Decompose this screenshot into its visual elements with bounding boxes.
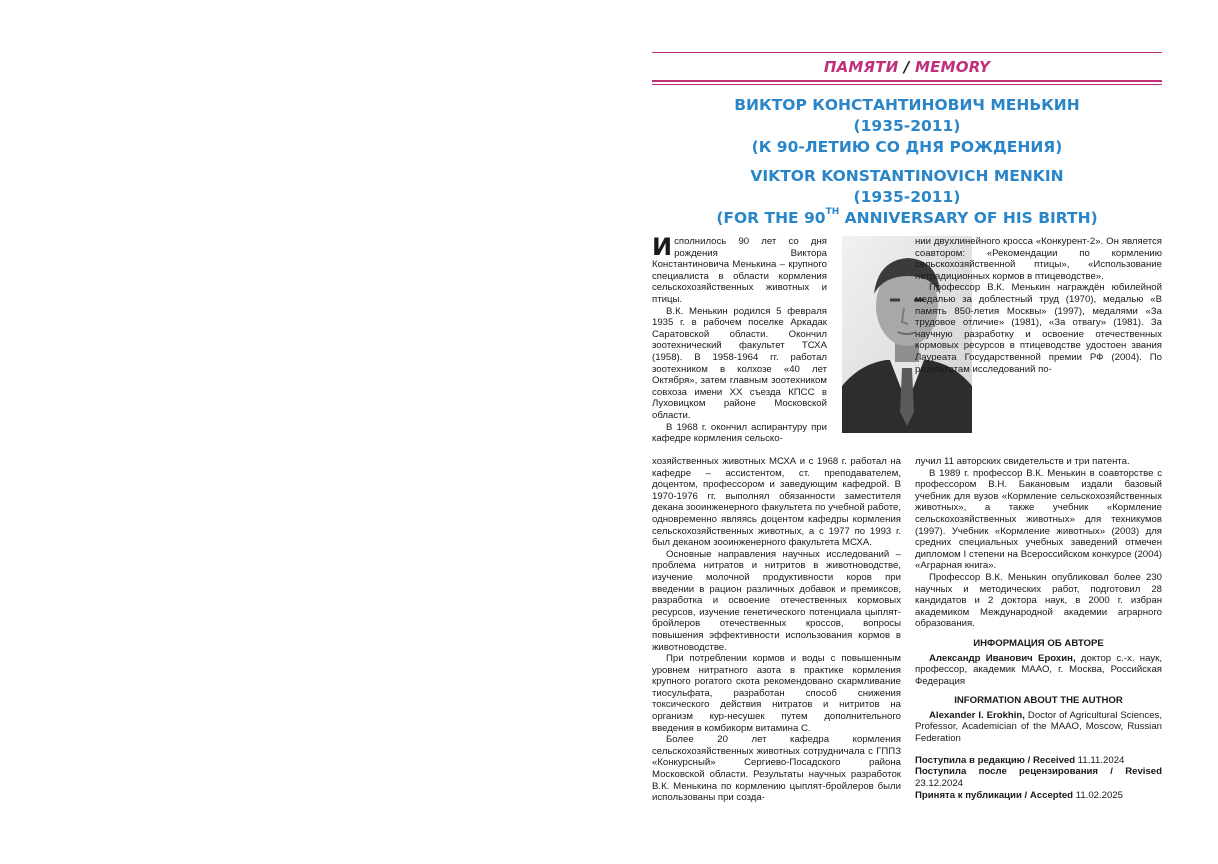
paragraph: В 1989 г. профессор В.К. Менькин в соавторстве с профессором В.Н. Бакановым издали базовый учебник для вузов «Кормление сельскохозяйственных животных», а также учебник «Кормление сельскохозяйственных животных» для техникумов (1997). Учебник «Кормление животных» (2003) для средних специальных учебных заведений отмечен дипломом I степени на Всероссийском конкурсе (2004) «Аграрная книга». xyxy=(915,467,1162,572)
section-rule xyxy=(652,80,1162,82)
section-en: MEMORY xyxy=(915,58,991,76)
paragraph: хозяйственных животных МСХА и с 1968 г. работал на кафедре – ассистентом, ст. преподавателем, доцентом, профессором и заведующим кафедрой. В 1970-1976 гг. выполнял обязанности заместителя декана зооинженерного факультета по учебной работе, одновременно являясь доцентом кафедры кормления сельскохозяйственных животных, а с 1977 по 1993 г. был деканом зооинженерного факультета МСХА. xyxy=(652,456,901,549)
paragraph-text: сполнилось 90 лет со дня рождения Виктора Константиновича Менькина – крупного специалиста в области кормления сельскохозяйственных животных и птицы. xyxy=(652,236,827,305)
author-details-en: Doctor of Agricultural Sciences, Professor, Academician of the MAAO, Moscow, Russian Federation xyxy=(915,709,1162,745)
paragraph: нии двухлинейного кросса «Конкурент-2». Он является соавтором: «Рекомендации по кормлению сельскохозяйственной птицы», «Использование нетрадиционных кормов в птицеводстве». xyxy=(915,236,1162,282)
article-page xyxy=(652,52,1162,804)
publication-dates xyxy=(915,755,1162,802)
section-separator: / xyxy=(903,58,910,76)
title-en-text: (FOR THE 90 xyxy=(716,209,826,227)
author-details-ru: доктор с.-х. наук, профессор, академик МААО, г. Москва, Российская Федерация xyxy=(915,652,1162,687)
author-info-heading-ru: ИНФОРМАЦИЯ ОБ АВТОРЕ xyxy=(973,637,1104,649)
date-label: Поступила после рецензирования / Revised xyxy=(915,766,1162,778)
paragraph: При потреблении кормов и воды с повышенным уровнем нитратного азота в практике кормления крупного рогатого скота рекомендовано скармливание тиосульфата, разработан способ снижения токсического действия нитратов и нитритов на организм кур-несушек путем дополнительного введения в комбикорм витамина С. xyxy=(652,653,901,734)
section-rule-thin xyxy=(652,84,1162,85)
title-en-superscript: TH xyxy=(825,207,840,217)
title-en-line: VIKTOR KONSTANTINOVICH MENKIN xyxy=(750,167,1064,185)
paragraph: Основные направления научных исследований – проблема нитратов и нитритов в животноводстве, изучение молочной продуктивности коров при введении в рацион различных добавок и премиксов, разработка и освоение отечественных кормовых ресурсов, изучение генетического потенциала цыплят-бройлеров отечественных кроссов, вопросы повышения эффективности использования кормов в животноводстве. xyxy=(652,548,901,653)
paragraph: Профессор В.К. Менькин награждён юбилейной медалью за доблестный труд (1970), медалью «В память 850-летия Москвы» (1997), медалями «За трудовое отличие» (1981), «За отвагу» (1981). За научную разработку и освоение отечественных кормовых ресурсов в птицеводстве удостоен звания Лауреата Государственной премии РФ (2004). По результатам исследований по- xyxy=(915,282,1162,375)
title-en-line: (1935-2011) xyxy=(853,188,961,206)
right-column-top xyxy=(915,236,1162,375)
paragraph: В.К. Менькин родился 5 февраля 1935 г. в рабочем поселке Аркадак Саратовской области. Окончил зоотехнический факультет ТСХА (1958). В 1958-1964 гг. работал зоотехником в колхозе «40 лет Октября», затем главным зоотехником совхоза имени XX съезда КПСС в Луховицком районе Московской области. xyxy=(652,305,827,421)
author-name-ru: Александр Иванович Ерохин, xyxy=(929,652,1076,664)
left-column-top xyxy=(652,233,827,445)
title-en-text: ANNIVERSARY OF HIS BIRTH) xyxy=(839,209,1098,227)
paragraph xyxy=(652,233,827,306)
author-info-ru xyxy=(915,653,1162,688)
paragraph: лучил 11 авторских свидетельств и три патента. xyxy=(915,456,1130,467)
title-en-line xyxy=(652,208,1162,229)
left-column-bottom xyxy=(652,456,901,804)
title-ru-line: (К 90-ЛЕТИЮ СО ДНЯ РОЖДЕНИЯ) xyxy=(751,138,1063,156)
title-russian xyxy=(652,95,1162,158)
author-info-en xyxy=(915,710,1162,745)
date-value: 11.11.2024 xyxy=(1075,754,1125,766)
paragraph: Более 20 лет кафедра кормления сельскохозяйственных животных сотрудничала с ГППЗ «Конкурсный» Сергиево-Посадского района Московской области. Результаты научных разработок В.К. Менькина по кормлению цыплят-бройлеров были использованы при созда- xyxy=(652,734,901,804)
date-label: Поступила в редакцию / Received xyxy=(915,754,1076,766)
paragraph: Профессор В.К. Менькин опубликовал более 230 научных и методических работ, подготовил 28 кандидатов и 2 доктора наук, в 2000 г. избран академиком Международной академии аграрного образования. xyxy=(915,571,1162,630)
date-revised xyxy=(915,766,1162,790)
author-name-en: Alexander I. Erokhin, xyxy=(929,709,1025,721)
paragraph: В 1968 г. окончил аспирантуру при кафедре кормления сельско- xyxy=(652,421,827,445)
right-column-bottom xyxy=(915,456,1162,802)
date-label: Принята к публикации / Accepted xyxy=(915,790,1074,802)
date-accepted xyxy=(915,790,1162,802)
title-ru-line: ВИКТОР КОНСТАНТИНОВИЧ МЕНЬКИН xyxy=(734,96,1080,114)
date-received xyxy=(915,755,1162,767)
author-info-heading-en: INFORMATION ABOUT THE AUTHOR xyxy=(954,695,1123,707)
date-value: 11.02.2025 xyxy=(1073,790,1124,802)
section-ru: ПАМЯТИ xyxy=(823,58,899,76)
title-english xyxy=(652,166,1162,229)
title-ru-line: (1935-2011) xyxy=(853,117,961,135)
drop-cap: И xyxy=(652,233,673,261)
date-value: 23.12.2024 xyxy=(915,778,964,790)
section-header xyxy=(652,53,1162,80)
